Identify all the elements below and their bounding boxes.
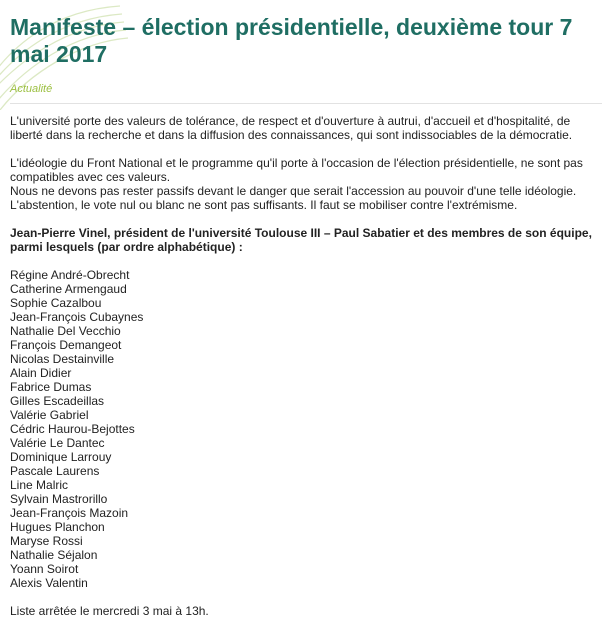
paragraph-front-national: L'idéologie du Front National et le programme qu'il porte à l'occasion de l'élection présidentielle, ne sont pas compatibles avec ces valeurs. [10, 156, 583, 184]
signer-name: Régine André-Obrecht [10, 268, 130, 282]
paragraph-abstention: L'abstention, le vote nul ou blanc ne sont pas suffisants. Il faut se mobiliser contre l'extrémisme. [10, 198, 518, 212]
signer-name: Nathalie Séjalon [10, 548, 98, 562]
signer-name: Alexis Valentin [10, 576, 88, 590]
signer-name: Valérie Gabriel [10, 408, 89, 422]
signer-name: Gilles Escadeillas [10, 394, 105, 408]
paragraph-values: L'université porte des valeurs de tolérance, de respect et d'ouverture à autrui, d'accueil et d'hospitalité, de liberté dans la recherche et dans la diffusion des connaissances, qui sont indissociables de la démocratie. [10, 114, 573, 142]
page-title: Manifeste – élection présidentielle, deuxième tour 7 mai 2017 [10, 14, 573, 67]
signer-name: Cédric Haurou-Bejottes [10, 422, 135, 436]
signer-name: Line Malric [10, 478, 69, 492]
signer-name: Pascale Laurens [10, 464, 100, 478]
signer-name: Jean-François Cubaynes [10, 310, 144, 324]
signer-name: Alain Didier [10, 366, 72, 380]
paragraph-group [10, 156, 602, 212]
signer-name: Hugues Planchon [10, 520, 105, 534]
divider [10, 103, 602, 104]
signer-name: Fabrice Dumas [10, 380, 92, 394]
signer-name: Maryse Rossi [10, 534, 83, 548]
signer-name: Sophie Cazalbou [10, 296, 102, 310]
signers-list [10, 268, 602, 590]
signer-name: Nicolas Destainville [10, 352, 115, 366]
signer-name: Jean-François Mazoin [10, 506, 129, 520]
signer-name: Dominique Larrouy [10, 450, 112, 464]
list-footer: Liste arrêtée le mercredi 3 mai à 13h. [10, 604, 209, 618]
article [10, 14, 602, 618]
signer-name: Yoann Soirot [10, 562, 79, 576]
signer-name: François Demangeot [10, 338, 122, 352]
category-label: Actualité [10, 83, 53, 95]
paragraph-danger: Nous ne devons pas rester passifs devant le danger que serait l'accession au pouvoir d'une telle idéologie. [10, 184, 577, 198]
signer-name: Catherine Armengaud [10, 282, 127, 296]
signer-name: Nathalie Del Vecchio [10, 324, 121, 338]
signer-name: Valérie Le Dantec [10, 436, 105, 450]
signer-name: Sylvain Mastrorillo [10, 492, 108, 506]
signers-intro: Jean-Pierre Vinel, président de l'université Toulouse III – Paul Sabatier et des membres de son équipe, parmi lesquels (par ordre alphabétique) : [10, 226, 592, 254]
